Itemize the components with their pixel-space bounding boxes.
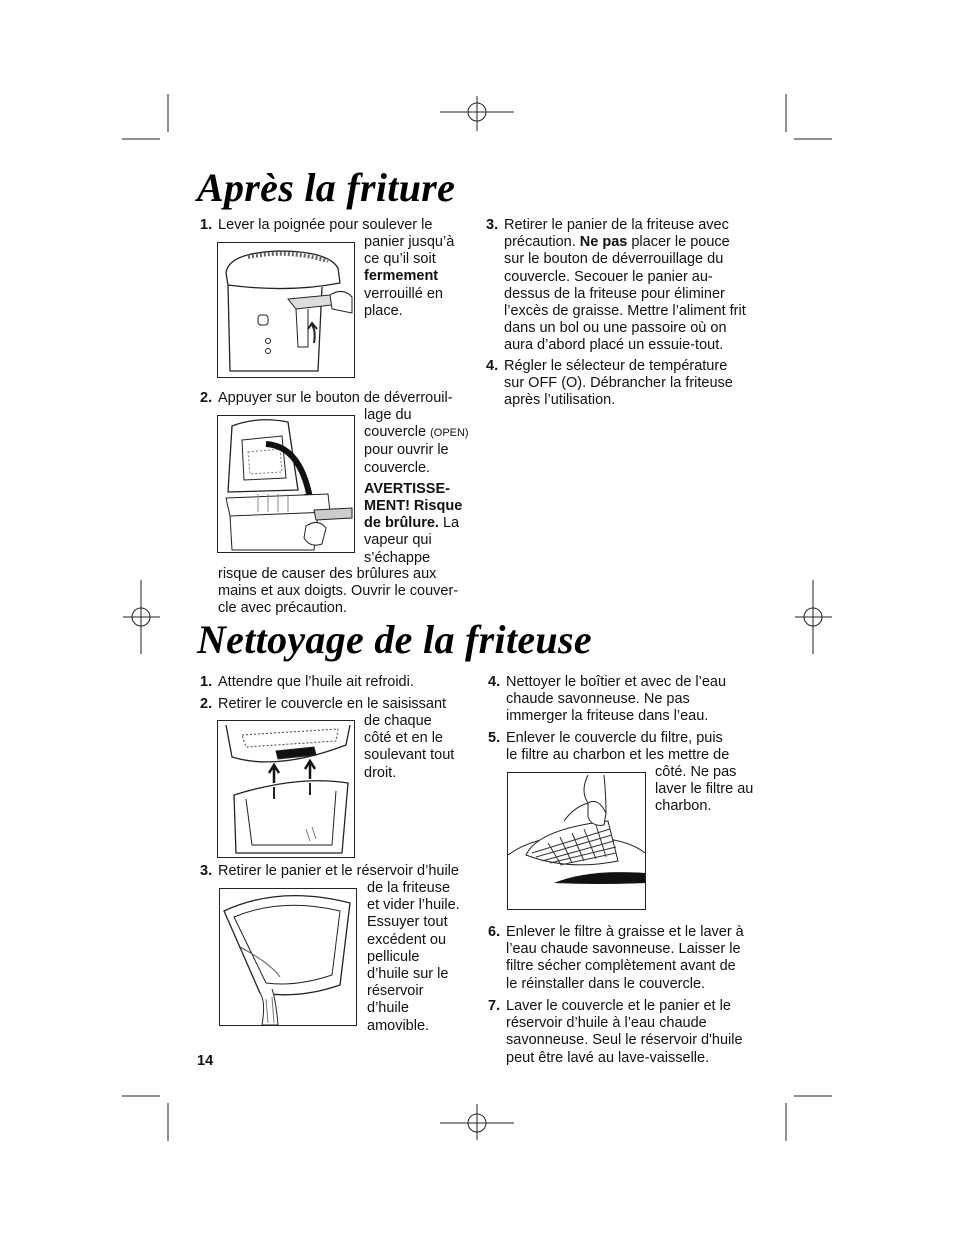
illustration-remove-lid xyxy=(217,720,355,858)
step-text: lage du couvercle (OPEN) pour ouvrir le couvercle. AVERTISSE- MENT! Risque de brûlure. La vapeur qui s’échappe xyxy=(364,407,469,566)
step-text: risque de causer des brûlures aux mains et aux doigts. Ouvrir le couver- cle avec précaution. xyxy=(218,566,459,617)
illustration-open-lid xyxy=(217,415,355,553)
step-text: Enlever le couvercle du filtre, puis le filtre au charbon et les mettre de xyxy=(506,730,730,764)
step-text: Retirer le panier de la friteuse avec précaution. Ne pas placer le pouce sur le bouton de déverrouillage du couvercle. Secouer le panier au- dessus de la friteuse pour éliminer l’excès de graisse. Mettre l’aliment frit dans un bol ou une passoire où on aura d’abord placé un essuie-tout. xyxy=(504,217,746,354)
step-number: 1. xyxy=(200,217,213,233)
fryer-basket-illustration xyxy=(218,243,354,377)
filter-removal-illustration xyxy=(508,773,645,909)
step-number: 6. xyxy=(488,924,501,940)
step-text: Lever la poignée pour soulever le xyxy=(218,217,433,233)
step-number: 7. xyxy=(488,998,501,1014)
step-text: Enlever le filtre à graisse et le laver à l’eau chaude savonneuse. Laisser le filtre sécher complètement avant de le réinstaller dans le couvercle. xyxy=(506,924,744,992)
step-number: 3. xyxy=(486,217,499,233)
step-text: Nettoyer le boîtier et avec de l’eau chaude savonneuse. Ne pas immerger la friteuse dans l’eau. xyxy=(506,674,727,725)
fryer-lid-illustration xyxy=(218,416,354,552)
step-number: 2. xyxy=(200,696,213,712)
step-number: 2. xyxy=(200,390,213,406)
step-text: Régler le sélecteur de température sur OFF (O). Débrancher la friteuse après l’utilisation. xyxy=(504,358,733,409)
step-text: Retirer le panier et le réservoir d’huile xyxy=(218,863,459,879)
page-number: 14 xyxy=(197,1053,214,1069)
illustration-lift-basket xyxy=(217,242,355,378)
step-number: 3. xyxy=(200,863,213,879)
step-number: 1. xyxy=(200,674,213,690)
fryer-lid-remove-illustration xyxy=(218,721,354,857)
oil-reservoir-illustration xyxy=(220,889,356,1025)
step-number: 4. xyxy=(488,674,501,690)
step-text: Appuyer sur le bouton de déverrouil- xyxy=(218,390,453,406)
step-text: Attendre que l’huile ait refroidi. xyxy=(218,674,414,690)
illustration-remove-filter xyxy=(507,772,646,910)
step-number: 4. xyxy=(486,358,499,374)
warning-text: AVERTISSE- xyxy=(364,480,450,497)
section-title-cleaning: Nettoyage de la friteuse xyxy=(197,617,592,662)
step-text: côté. Ne pas laver le filtre au charbon. xyxy=(655,764,754,815)
step-text: Laver le couvercle et le panier et le réservoir d’huile à l’eau chaude savonneuse. Seul le réservoir d'huile peut être lavé au lave-vaisselle. xyxy=(506,998,743,1066)
step-number: 5. xyxy=(488,730,501,746)
step-text: de la friteuse et vider l’huile. Essuyer tout excédent ou pellicule d’huile sur le réservoir d’huile amovible. xyxy=(367,880,460,1034)
step-text: de chaque côté et en le soulevant tout droit. xyxy=(364,713,455,781)
section-title-after-frying: Après la friture xyxy=(197,165,456,210)
step-text: panier jusqu’à ce qu’il soit fermement verrouillé en place. xyxy=(364,234,455,319)
step-text: Retirer le couvercle en le saisissant xyxy=(218,696,447,712)
illustration-empty-oil xyxy=(219,888,357,1026)
